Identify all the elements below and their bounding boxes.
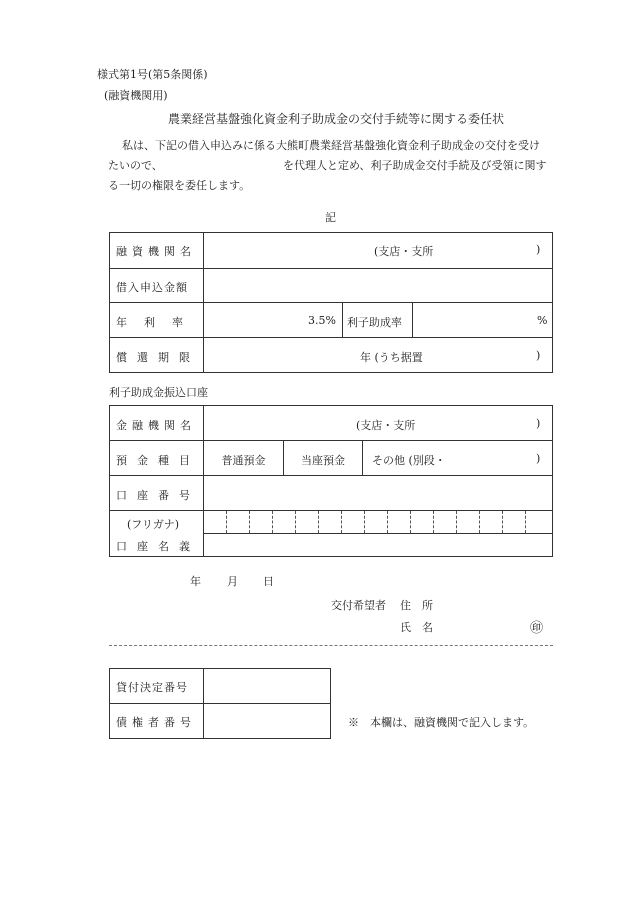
holder-field[interactable] bbox=[204, 534, 552, 556]
date-month: 月 bbox=[227, 575, 238, 588]
term-close: ) bbox=[536, 349, 541, 362]
amount-label: 借入申込金額 bbox=[116, 281, 188, 294]
amount-field[interactable] bbox=[208, 269, 548, 301]
term-label: 償還期限 bbox=[116, 351, 200, 364]
term-value: 年 (うち据置 bbox=[360, 351, 423, 364]
bank-field[interactable] bbox=[208, 406, 548, 439]
office-note: ※ 本欄は、融資機関で記入します。 bbox=[348, 716, 535, 729]
address-label: 住 所 bbox=[400, 599, 433, 612]
furigana-field[interactable] bbox=[204, 511, 552, 533]
institution-branch: (支店・支所 bbox=[374, 245, 434, 258]
type-option-ordinary[interactable]: 普通預金 bbox=[221, 454, 266, 467]
date-day: 日 bbox=[263, 575, 274, 588]
date-year: 年 bbox=[190, 575, 201, 588]
bank-branch: (支店・支所 bbox=[356, 419, 416, 432]
form-category: (融資機関用) bbox=[104, 89, 168, 102]
body-text-line1: 私は、下記の借入申込みに係る大熊町農業経営基盤強化資金利子助成金の交付を受け bbox=[122, 139, 540, 152]
body-text-line2b: を代理人と定め、利子助成金交付手続及び受領に関す bbox=[283, 159, 547, 172]
subsidy-rate-label: 利子助成率 bbox=[347, 316, 402, 329]
type-close: ) bbox=[536, 452, 541, 465]
loan-decision-field[interactable] bbox=[207, 669, 327, 702]
number-label: 口座番号 bbox=[116, 489, 200, 502]
form-number: 様式第1号(第5条関係) bbox=[97, 68, 208, 81]
furigana-label: (フリガナ) bbox=[127, 518, 180, 531]
name-label: 氏 名 bbox=[400, 621, 433, 634]
rate-label: 年 利 率 bbox=[116, 316, 186, 329]
rate-value: 3.5% bbox=[308, 314, 336, 327]
type-option-current[interactable]: 当座預金 bbox=[301, 454, 345, 467]
creditor-label: 債権者番号 bbox=[116, 716, 196, 729]
type-label: 預金種目 bbox=[116, 454, 200, 467]
page-title: 農業経営基盤強化資金利子助成金の交付手続等に関する委任状 bbox=[168, 112, 505, 126]
account-number-field[interactable] bbox=[208, 476, 548, 509]
creditor-field[interactable] bbox=[207, 704, 327, 737]
institution-field[interactable] bbox=[208, 233, 548, 267]
separator bbox=[109, 645, 553, 646]
applicant-label: 交付希望者 bbox=[331, 599, 386, 612]
institution-close: ) bbox=[536, 243, 541, 256]
holder-label: 口座名義 bbox=[116, 540, 200, 553]
subsidy-rate-field[interactable] bbox=[416, 303, 528, 336]
institution-label: 融資機関名 bbox=[116, 245, 196, 258]
bank-close: ) bbox=[536, 417, 541, 430]
body-text-line3: る一切の権限を委任します。 bbox=[108, 179, 251, 192]
account-section-title: 利子助成金振込口座 bbox=[109, 386, 208, 399]
type-option-other[interactable]: その他 (別段・ bbox=[372, 454, 446, 467]
seal-icon: ㊞ bbox=[530, 621, 544, 636]
body-text-line2a: たいので、 bbox=[108, 159, 163, 172]
loan-decision-label: 貸付決定番号 bbox=[116, 681, 188, 694]
ki-heading: 記 bbox=[325, 211, 336, 224]
subsidy-rate-unit: % bbox=[537, 314, 548, 327]
bank-label: 金融機関名 bbox=[116, 419, 196, 432]
